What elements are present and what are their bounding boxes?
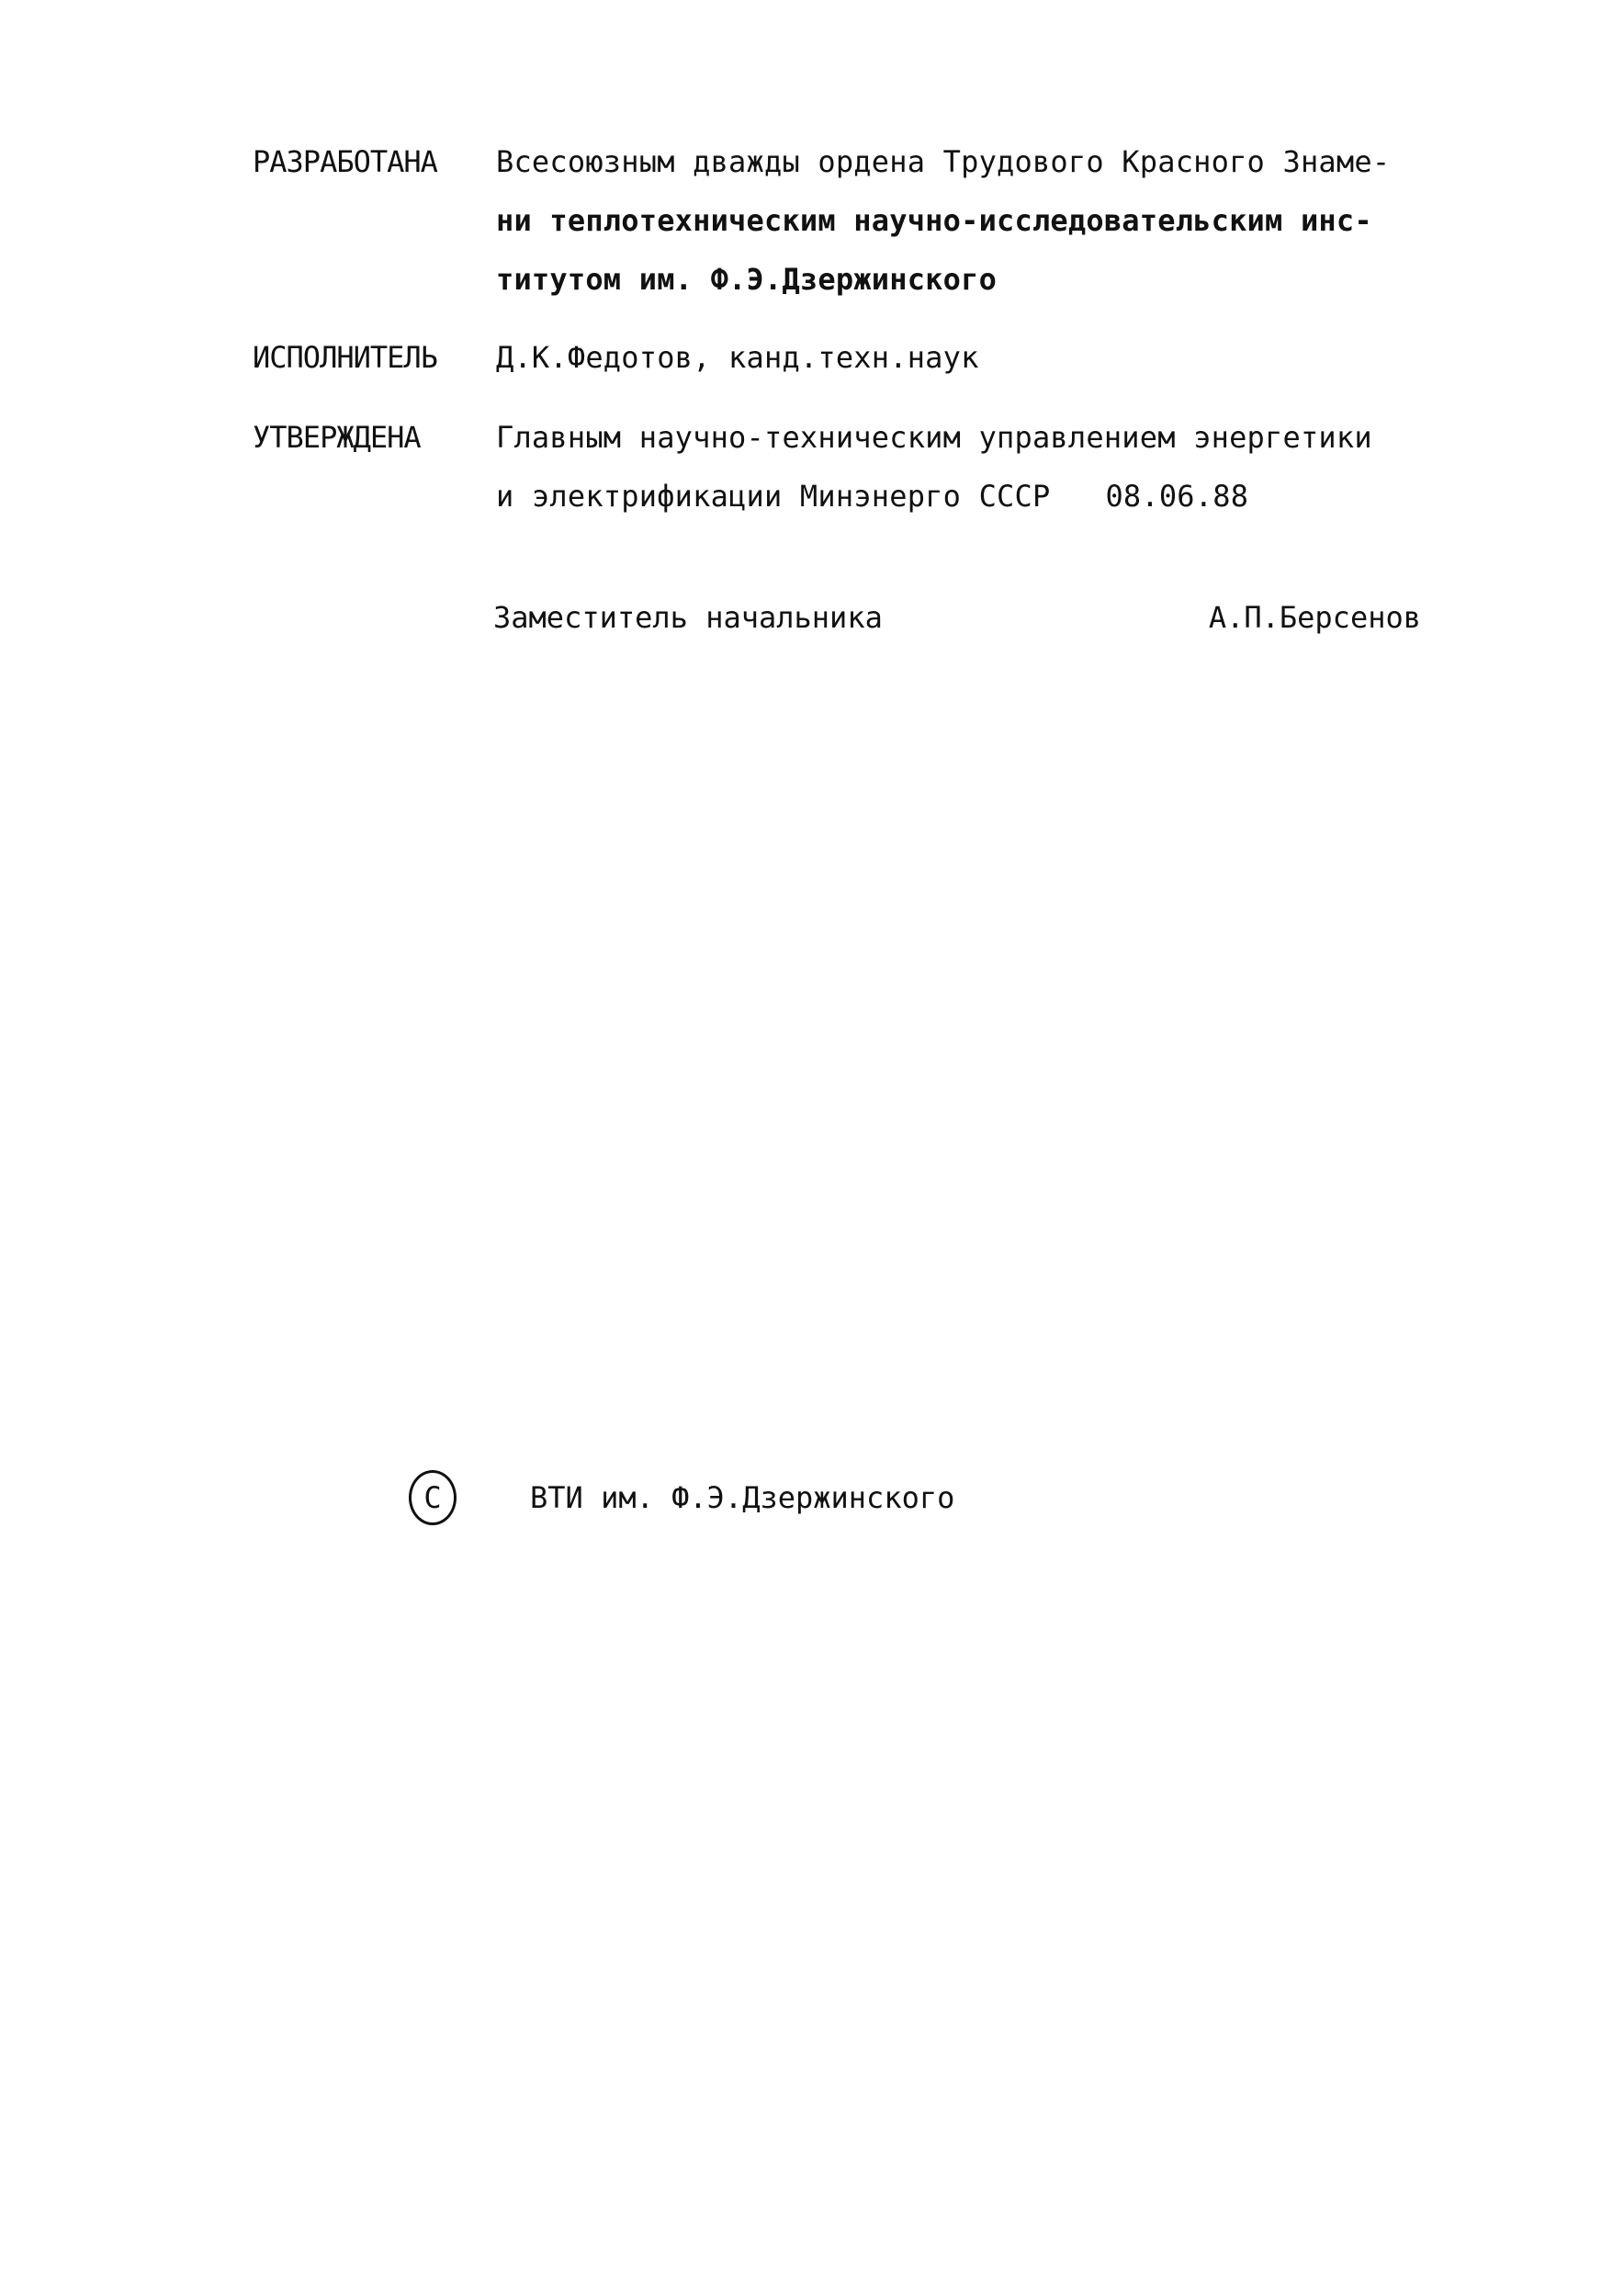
performer-block bbox=[253, 328, 1447, 387]
signature-name: А.П.Берсенов bbox=[1208, 600, 1421, 635]
approved-line-2 bbox=[496, 467, 1447, 526]
developed-line-3: титутом им. Ф.Э.Дзержинского bbox=[496, 262, 998, 297]
approved-block bbox=[253, 408, 1447, 526]
approved-label: УТВЕРЖДЕНА bbox=[253, 420, 421, 455]
performer-text-wrap bbox=[496, 328, 1447, 387]
developed-label: РАЗРАБОТАНА bbox=[253, 144, 437, 179]
developed-line-2: ни теплотехническим научно-исследовательским инс- bbox=[496, 203, 1372, 238]
performer-label: ИСПОЛНИТЕЛЬ bbox=[253, 340, 437, 375]
approved-line-2-text: и электрификации Минэнерго СССР bbox=[496, 479, 1051, 514]
approved-line-1: Главным научно-техническим управлением энергетики bbox=[496, 420, 1372, 455]
approved-text bbox=[496, 408, 1447, 526]
copyright-icon: С bbox=[409, 1470, 457, 1525]
performer-text: Д.К.Федотов, канд.техн.наук bbox=[496, 340, 979, 375]
signature-position: Заместитель начальника bbox=[493, 600, 883, 635]
developed-line-1: Всесоюзным дважды ордена Трудового Красного Знаме- bbox=[496, 144, 1391, 179]
copyright-holder: ВТИ им. Ф.Э.Дзержинского bbox=[530, 1480, 955, 1515]
developed-block bbox=[253, 132, 1447, 309]
developed-text bbox=[496, 132, 1447, 309]
approval-date: 08.06.88 bbox=[1105, 479, 1249, 514]
signature-block bbox=[493, 588, 1421, 647]
copyright-block bbox=[409, 1470, 954, 1525]
